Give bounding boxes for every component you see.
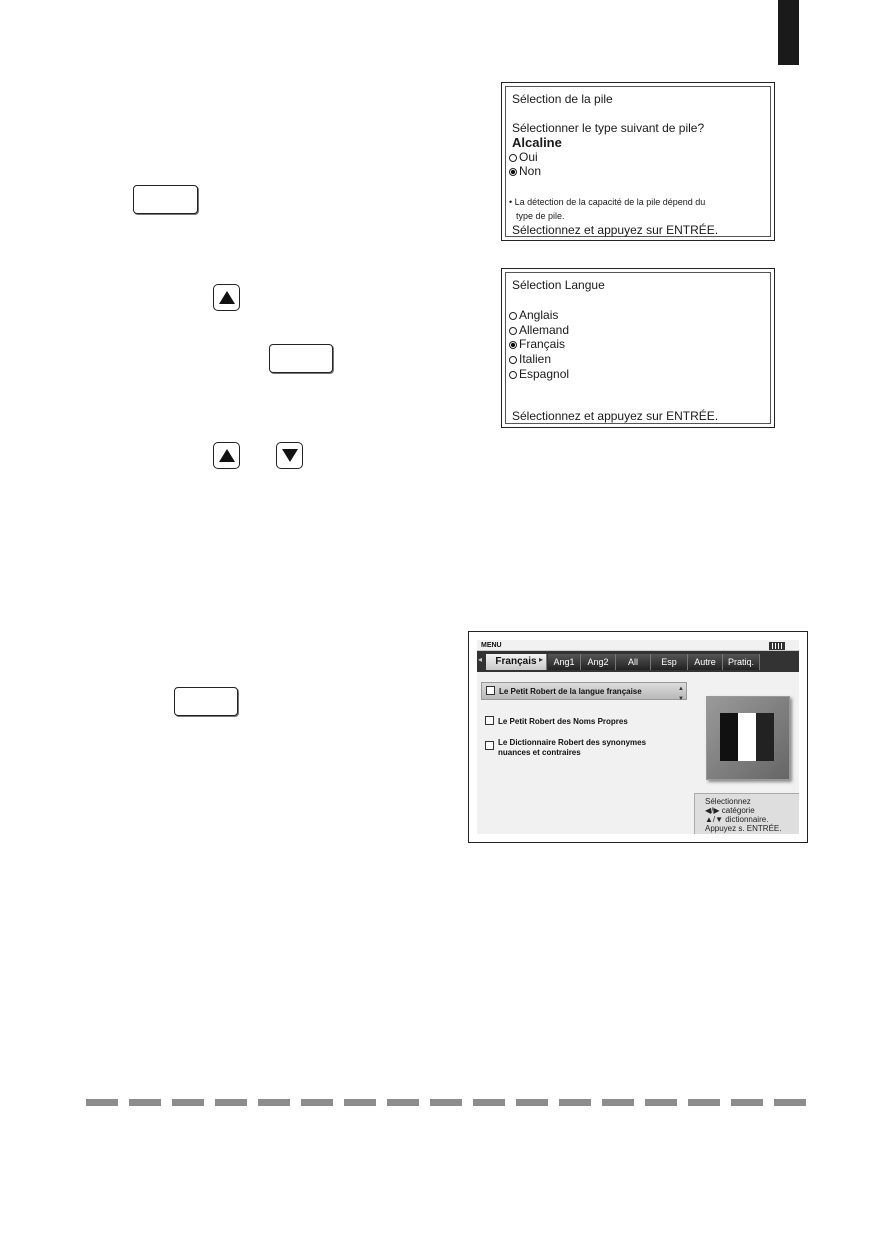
tab-ang1[interactable]: Ang1 — [548, 654, 581, 670]
screen-frame — [505, 272, 771, 424]
hint-line: Appuyez s. ENTRÉE. — [705, 824, 782, 833]
key-box-2 — [269, 344, 333, 373]
option-label: Espagnol — [519, 367, 570, 381]
left-arrow-icon: ◂ — [478, 655, 483, 664]
page-edge-tab — [778, 0, 799, 65]
checkbox-icon — [486, 686, 495, 695]
dash-segment — [774, 1099, 806, 1106]
dictionary-label: Le Dictionnaire Robert des synonymes — [498, 738, 647, 747]
dash-segment — [301, 1099, 333, 1106]
tab-autre[interactable]: Autre — [688, 654, 723, 670]
option-label: Français — [519, 337, 566, 351]
dictionary-item[interactable] — [485, 716, 628, 726]
up-arrow-key-1 — [213, 284, 240, 311]
down-arrow-key — [276, 442, 303, 469]
dash-segment — [731, 1099, 763, 1106]
menu-label: MENU — [481, 642, 502, 649]
option-espagnol[interactable] — [509, 367, 569, 381]
dash-segment — [602, 1099, 634, 1106]
tab-francais[interactable]: Français — [486, 654, 547, 670]
tab-all[interactable]: All — [616, 654, 651, 670]
dash-segment — [387, 1099, 419, 1106]
option-label: Italien — [519, 352, 552, 366]
option-label: Non — [519, 164, 542, 178]
france-flag-icon — [706, 696, 790, 780]
option-francais[interactable] — [509, 337, 565, 351]
tab-esp[interactable]: Esp — [651, 654, 688, 670]
dash-segment — [430, 1099, 462, 1106]
key-box-1 — [133, 185, 198, 214]
battery-note-2: type de pile. — [516, 211, 565, 221]
dash-segment — [473, 1099, 505, 1106]
option-oui[interactable] — [509, 150, 538, 164]
category-tab-bar — [477, 651, 799, 672]
radio-selected-icon — [509, 341, 517, 349]
scroll-arrows[interactable]: ▲ ▼ — [678, 686, 684, 702]
dash-segment — [516, 1099, 548, 1106]
hint-panel — [694, 793, 799, 834]
dash-segment — [129, 1099, 161, 1106]
battery-note-1: • La détection de la capacité de la pile dépend du — [509, 197, 706, 207]
dash-segment — [86, 1099, 118, 1106]
dashed-separator — [86, 1099, 808, 1106]
dictionary-item-selected[interactable] — [481, 682, 687, 700]
dash-segment — [258, 1099, 290, 1106]
option-non[interactable] — [509, 164, 541, 178]
radio-icon — [509, 371, 517, 379]
battery-question: Sélectionner le type suivant de pile? — [512, 121, 705, 135]
checkbox-icon — [485, 716, 494, 725]
dash-segment — [172, 1099, 204, 1106]
radio-icon — [509, 356, 517, 364]
battery-type: Alcaline — [512, 135, 562, 150]
radio-icon — [509, 312, 517, 320]
down-arrow-icon — [282, 449, 298, 462]
battery-selection-screen — [501, 82, 775, 241]
screen-title: Sélection Langue — [512, 278, 605, 292]
radio-selected-icon — [509, 168, 517, 176]
screen-footer: Sélectionnez et appuyez sur ENTRÉE. — [512, 223, 719, 237]
dash-segment — [215, 1099, 247, 1106]
key-box-3 — [174, 687, 238, 716]
tab-pratiq[interactable]: Pratiq. — [723, 654, 760, 670]
dictionary-label: Le Petit Robert des Noms Propres — [498, 717, 628, 726]
option-label: Oui — [519, 150, 538, 164]
option-label: Allemand — [519, 323, 570, 337]
radio-icon — [509, 154, 517, 162]
option-label: Anglais — [519, 308, 559, 322]
option-anglais[interactable] — [509, 308, 558, 322]
screen-frame — [505, 86, 771, 237]
option-allemand[interactable] — [509, 323, 569, 337]
up-arrow-icon — [219, 449, 235, 462]
screen-footer: Sélectionnez et appuyez sur ENTRÉE. — [512, 409, 719, 423]
battery-icon — [769, 642, 785, 650]
checkbox-icon — [485, 741, 494, 750]
dash-segment — [688, 1099, 720, 1106]
dash-segment — [344, 1099, 376, 1106]
dictionary-label-cont: nuances et contraires — [498, 748, 581, 757]
menu-header — [477, 640, 799, 651]
dash-segment — [645, 1099, 677, 1106]
tab-ang2[interactable]: Ang2 — [581, 654, 616, 670]
language-selection-screen — [501, 268, 775, 428]
up-arrow-icon — [219, 291, 235, 304]
menu-body — [477, 640, 799, 834]
hint-line: ◀/▶ catégorie — [705, 806, 755, 815]
screen-title: Sélection de la pile — [512, 92, 613, 106]
dash-segment — [559, 1099, 591, 1106]
hint-line: ▲/▼ dictionnaire. — [705, 815, 769, 824]
right-arrow-icon: ▸ — [539, 655, 544, 664]
up-arrow-key-2 — [213, 442, 240, 469]
menu-screen — [468, 631, 808, 843]
dictionary-label: Le Petit Robert de la langue française — [499, 687, 642, 696]
radio-icon — [509, 327, 517, 335]
hint-line: Sélectionnez — [705, 797, 751, 806]
option-italien[interactable] — [509, 352, 551, 366]
